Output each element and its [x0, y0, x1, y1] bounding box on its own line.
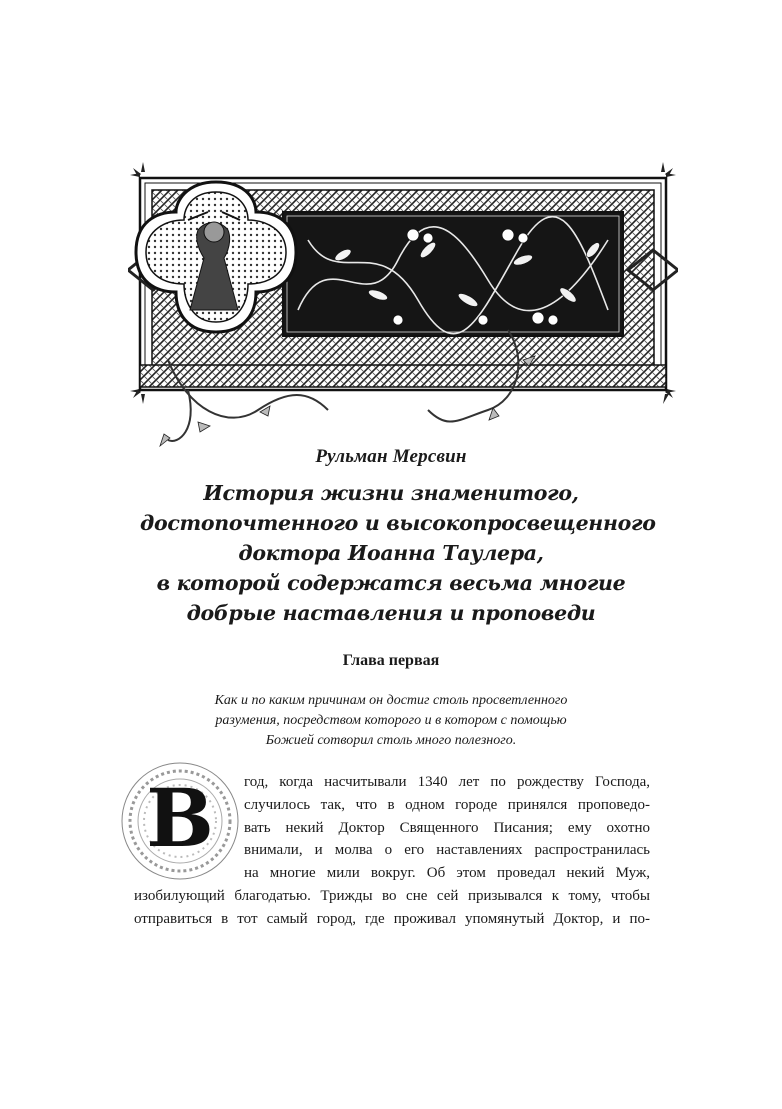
body-line: случилось так, что в одном городе принялся проповедо-: [244, 796, 650, 813]
document-title: [140, 478, 656, 628]
author-name: Рульман Мерсвин: [315, 446, 467, 467]
chapter-summary: [170, 691, 612, 751]
summary-line: разумения, посредством которого и в котором с помощью: [215, 713, 567, 728]
title-line: в которой содержатся весьма многие: [156, 571, 626, 595]
title-line: История жизни знаменитого,: [203, 481, 579, 505]
summary-line: Как и по каким причинам он достиг столь просветленного: [214, 693, 568, 708]
chapter-heading: Глава первая: [342, 652, 440, 669]
title-line: доктора Иоанна Таулера,: [238, 541, 544, 565]
body-line: на многие мили вокруг. Об этом проведал некий Муж,: [244, 865, 650, 882]
body-line: отправиться в тот самый город, где проживал упомянутый Доктор, и по-: [134, 910, 650, 927]
ornamental-headpiece-icon: [128, 160, 678, 460]
body-line: вать некий Доктор Священного Писания; ему охотно: [244, 819, 650, 836]
summary-line: Божией сотворил столь много полезного.: [265, 733, 517, 748]
dropcap-letter: В: [146, 771, 214, 865]
body-line: внимали, и молва о его наставлениях распространилась: [244, 842, 650, 859]
title-line: добрые наставления и проповеди: [186, 601, 596, 625]
body-line: год, когда насчитывали 1340 лет по рождеству Господа,: [244, 774, 650, 790]
body-line: изобилующий благодатью. Трижды во сне сей призывался к тому, чтобы: [134, 887, 650, 904]
body-text: [134, 771, 650, 931]
title-line: достопочтенного и высокопросвещенного: [140, 511, 656, 535]
